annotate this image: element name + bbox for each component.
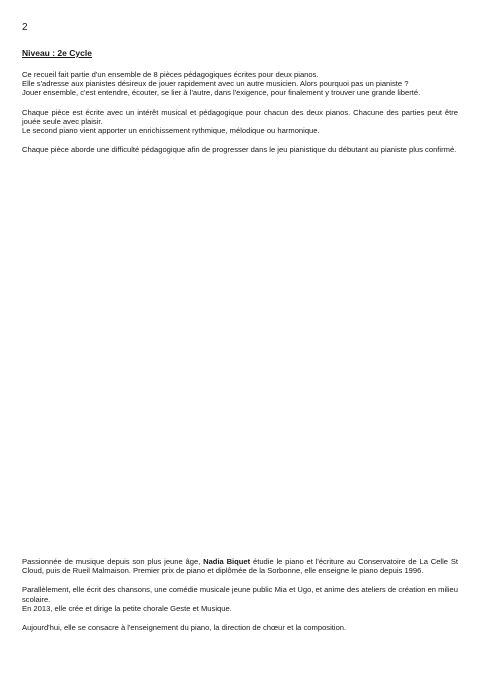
paragraph-spacer bbox=[22, 135, 458, 145]
level-heading: Niveau : 2e Cycle bbox=[22, 48, 92, 58]
composer-name: Nadia Biquet bbox=[203, 557, 251, 566]
bio-text: étudie le piano et l'écriture au Conservatoire de La Celle St Cloud, puis de Rueil Malmaison. Premier prix de piano et diplômée de la Sorbonne, elle enseigne le piano depuis 1996. bbox=[22, 557, 458, 576]
page-number: 2 bbox=[22, 22, 28, 33]
intro-paragraph: Le second piano vient apporter un enrichissement rythmique, mélodique ou harmonique. bbox=[22, 126, 320, 136]
intro-paragraph: Chaque pièce est écrite avec un intérêt musical et pédagogique pour chacun des deux pianos. Chacune des parties peut être jouée seule avec plaisir. bbox=[22, 107, 458, 126]
biography-section bbox=[22, 557, 458, 632]
bio-paragraph: Aujourd'hui, elle se consacre à l'enseignement du piano, la direction de chœur et la composition. bbox=[22, 623, 347, 633]
intro-paragraph: Chaque pièce aborde une difficulté pédagogique afin de progresser dans le jeu pianistique du débutant au pianiste plus confirmé. bbox=[22, 145, 457, 155]
paragraph-spacer bbox=[22, 575, 458, 585]
bio-paragraph: En 2013, elle crée et dirige la petite chorale Geste et Musique. bbox=[22, 603, 232, 613]
intro-paragraph: Jouer ensemble, c'est entendre, écouter, se lier à l'autre, dans l'exigence, pour finalement y trouver une grande liberté. bbox=[22, 88, 421, 98]
intro-paragraph: Ce recueil fait partie d'un ensemble de 8 pièces pédagogiques écrites pour deux pianos. bbox=[22, 70, 319, 79]
bio-paragraph bbox=[22, 557, 458, 575]
paragraph-spacer bbox=[22, 98, 458, 108]
paragraph-spacer bbox=[22, 613, 458, 623]
bio-text: Passionnée de musique depuis son plus jeune âge, bbox=[22, 557, 204, 566]
intro-section bbox=[22, 70, 458, 154]
intro-paragraph: Elle s'adresse aux pianistes désireux de jouer rapidement avec un autre musicien. Alors pourquoi pas un pianiste ? bbox=[22, 79, 409, 89]
bio-paragraph: Parallèlement, elle écrit des chansons, une comédie musicale jeune public Mia et Ugo, et anime des ateliers de création en milieu scolaire. bbox=[22, 585, 458, 604]
